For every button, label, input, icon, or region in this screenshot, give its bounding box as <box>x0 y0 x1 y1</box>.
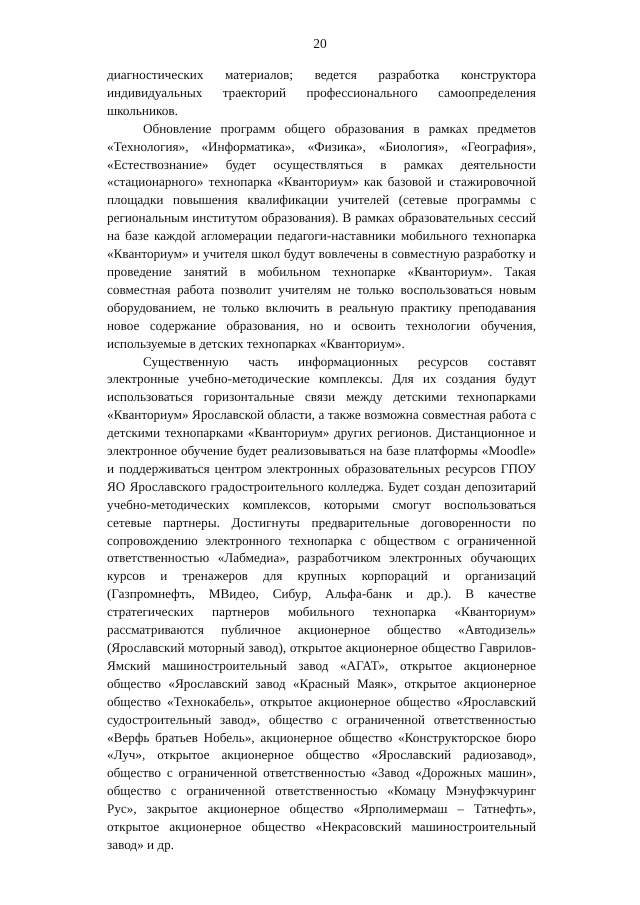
paragraph-information-resources: Существенную часть информационных ресурсов составят электронные учебно-методические комплексы. Для их создания будут использоваться горизонтальные связи между детскими технопарками «Кванториум» Ярославской области, а также возможна совместная работа с детскими технопарками «Кванториум» других регионов. Дистанционное и электронное обучение будет реализовываться на базе платформы «Moodle» и поддерживаться центром электронных образовательных ресурсов ГПОУ ЯО Ярославского градостроительного колледжа. Будет создан депозитарий учебно-методических комплексов, которыми смогут воспользоваться сетевые партнеры. Достигнуты предварительные договоренности по сопровождению электронного технопарка с обществом с ограниченной ответственностью «Лабмедиа», разработчиком электронных обучающих курсов и тренажеров для крупных корпораций и организаций (Газпромнефть, МВидео, Сибур, Альфа-банк и др.). В качестве стратегических партнеров мобильного технопарка «Кванториум» рассматриваются публичное акционерное общество «Автодизель» (Ярославский моторный завод), открытое акционерное общество Гаврилов-Ямский машиностроительный завод «АГАТ», открытое акционерное общество «Ярославский завод «Красный Маяк», открытое акционерное общество «Технокабель», открытое акционерное общество «Ярославский судостроительный завод», общество с ограниченной ответственностью «Верфь братьев Нобель», акционерное общество «Конструкторское бюро «Луч», открытое акционерное общество «Ярославский радиозавод», общество с ограниченной ответственностью «Завод «Дорожных машин», общество с ограниченной ответственностью «Комацу Мэнуфэкчуринг Рус», закрытое акционерное общество «Ярполимермаш – Татнефть», открытое акционерное общество «Некрасовский машиностроительный завод» и др. <box>107 353 536 852</box>
document-body <box>107 66 536 854</box>
page-number: 20 <box>313 36 327 51</box>
paragraph-continuation: диагностических материалов; ведется разработка конструктора индивидуальных траекторий профессионального самоопределения школьников. <box>107 67 536 118</box>
paragraph-program-update: Обновление программ общего образования в рамках предметов «Технология», «Информатика», «Физика», «Биология», «География», «Естествознание» будет осуществляться в рамках деятельности «стационарного» технопарка «Кванториум» как базовой и стажировочной площадки повышения квалификации учителей (сетевые программы с региональным институтом образования). В рамках образовательных сессий на базе каждой агломерации педагоги-наставники мобильного технопарка «Кванториум» и учителя школ будут вовлечены в совместную разработку и проведение занятий в мобильном технопарке «Кванториум». Такая совместная работа позволит учителям не только воспользоваться новым оборудованием, не только включить в реальную практику преподавания новое содержание образования, но и освоить технологии обучения, используемые в детских технопарках «Кванториум». <box>107 120 536 351</box>
